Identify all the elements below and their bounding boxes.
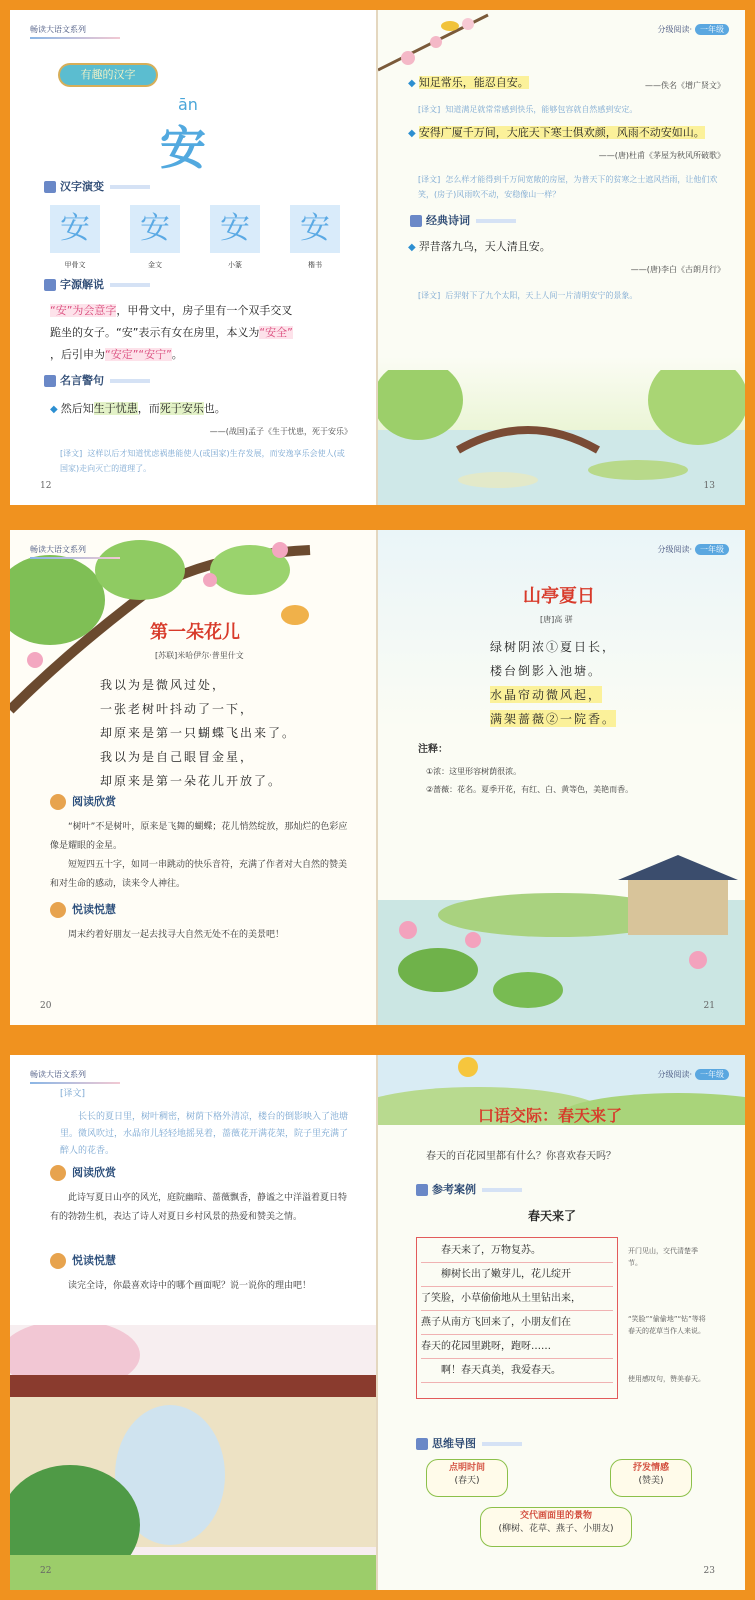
note-item: ①浓：这里形容树荫很浓。 (426, 767, 522, 776)
quote-text (50, 398, 350, 421)
page-number: 12 (40, 481, 52, 491)
evolution-caption: 楷书 (308, 261, 322, 269)
quote-2-source: ——(唐)杜甫《茅屋为秋风所破歌》 (598, 151, 725, 160)
mindmap-node-title: 点明时间 (448, 1463, 485, 1473)
page-13 (378, 10, 745, 505)
evolution-caption: 金文 (148, 261, 162, 269)
garden-wall-illustration (10, 1325, 376, 1590)
quote-2-text: 安得广厦千万间，大庇天下寒士俱欢颜，风雨不动安如山。 (418, 126, 705, 139)
evolution-glyph: 安 (50, 205, 100, 253)
wisdom-paragraph: 读完全诗，你最喜欢诗中的哪个画面呢？说一说你的理由吧！ (68, 1281, 312, 1291)
poem-author: [唐]高 骈 (540, 615, 573, 624)
origin-text-part: ，甲骨文中，房子里有一个双手交叉 (116, 304, 293, 317)
case-line: 了笑脸，小草偷偷地从土里钻出来， (421, 1288, 613, 1311)
reading-paragraph: 短短四五十字，如同一串跳动的快乐音符，充满了作者对大自然的赞美和对生命的感动，读来令人神往。 (50, 860, 348, 889)
grade-text: 分级阅读· (657, 1070, 692, 1079)
quote-highlight: 生于忧患 (93, 402, 138, 415)
case-line: 春天的花园里跳呀，跑呀…… (421, 1336, 613, 1359)
page-20 (10, 530, 376, 1025)
page-21 (378, 530, 745, 1025)
quote-1-text: 知足常乐，能忍自安。 (418, 76, 529, 89)
side-note: 开门见山，交代清楚季节。 (628, 1247, 698, 1267)
poem-translation (418, 288, 728, 303)
evolution-glyph: 安 (130, 205, 180, 253)
reading-paragraph: 此诗写夏日山亭的风光，庭院幽暗、蔷薇飘香，静谧之中洋溢着夏日特有的勃勃生机，表达了诗人对夏日乡村风景的热爱和赞美之情。 (50, 1193, 348, 1222)
page-number: 21 (703, 1001, 715, 1011)
grade-text: 分级阅读· (657, 25, 692, 34)
wisdom-paragraph: 周末约着好朋友一起去找寻大自然无处不在的美景吧！ (68, 930, 285, 940)
heading-origin: 字源解说 (44, 276, 150, 294)
heading-mindmap: 思维导图 (416, 1435, 522, 1453)
quote-2 (408, 122, 738, 145)
lesson-title: 口语交际：春天来了 (478, 1106, 623, 1125)
poem-title: 第一朵花儿 (150, 622, 240, 643)
side-note: “笑脸”“偷偷地”“钻”等将春天的花草当作人来说。 (628, 1315, 706, 1335)
mindmap-node-title: 抒发情感 (632, 1463, 669, 1473)
translation-text: 长长的夏日里，树叶稠密，树荫下格外清凉，楼台的倒影映入了池塘里。微风吹过，水晶帘儿轻轻地摇晃着，蔷薇花开满花架，院子里充满了醉人的花香。 (60, 1112, 349, 1156)
series-label: 畅读大语文系列 (30, 24, 120, 39)
translation-text: 怎么样才能得到千万间宽敞的房屋，为普天下的贫寒之士遮风挡雨，让他们欢笑，(房子)风雨吹不动，安稳像山一样？ (418, 175, 718, 199)
origin-text-part: 。 (171, 348, 183, 361)
grade-label (657, 1069, 729, 1080)
diamond-icon: ◆ (408, 128, 416, 139)
section-tag: 有趣的汉字 (60, 65, 156, 85)
case-line: 柳树长出了嫩芽儿，花儿绽开 (421, 1264, 613, 1287)
quote-part: ，而 (137, 402, 160, 415)
mindmap-node-feeling (610, 1459, 692, 1497)
page-number: 22 (40, 1566, 52, 1576)
note-item: ②蔷薇：花名。夏季开花，有红、白、黄等色，美艳而香。 (426, 785, 634, 794)
grade-badge: 一年级 (695, 1069, 729, 1080)
grade-text: 分级阅读· (657, 545, 692, 554)
origin-text-part: ，后引申为 (50, 348, 105, 361)
grade-label (657, 544, 729, 555)
evolution-glyph: 安 (210, 205, 260, 253)
quote-1 (408, 72, 529, 95)
heading-poem: 经典诗词 (410, 212, 516, 230)
diamond-icon: ◆ (50, 404, 58, 415)
notes-label: 注释： (418, 744, 448, 755)
poem-title: 山亭夏日 (523, 586, 595, 607)
origin-highlight: “安”为会意字 (50, 304, 117, 317)
poem-source: ——(唐)李白《古朗月行》 (630, 265, 725, 274)
heading-quote: 名言警句 (44, 372, 150, 390)
quote-1-translation (418, 102, 728, 117)
translation-label: [译文] (60, 1089, 86, 1099)
pavilion-lotus-illustration (378, 820, 745, 1025)
page-23 (378, 1055, 745, 1590)
poem-quote (408, 236, 551, 259)
page-number: 20 (40, 1001, 52, 1011)
quote-part: 也。 (203, 402, 226, 415)
mindmap-node-sub: (柳树、花草、燕子、小朋友) (498, 1524, 614, 1534)
origin-text-part: 跪坐的女子。“安”表示有女在房里，本义为 (50, 326, 260, 339)
translation-text: 这样以后才知道忧虑祸患能使人(或国家)生存发展，而安逸享乐会使人(或国家)走向灭亡的道理了。 (60, 449, 345, 473)
char-pinyin: ān (178, 95, 198, 114)
lesson-question: 春天的百花园里都有什么？你喜欢春天吗？ (426, 1151, 616, 1162)
diamond-icon: ◆ (408, 78, 416, 89)
mindmap-node-title: 交代画面里的景物 (519, 1511, 592, 1521)
grade-label (657, 24, 729, 35)
poem-line: 却原来是第一朵花儿开放了。 (100, 774, 283, 788)
mindmap-node-time (426, 1459, 508, 1497)
quote-source: ——(战国)孟子《生于忧患，死于安乐》 (209, 427, 352, 436)
evolution-caption: 甲骨文 (64, 261, 86, 269)
case-text-box (416, 1237, 618, 1399)
poem-line: 我以为是微风过处， (100, 678, 227, 692)
origin-highlight: “安定”“安宁” (105, 348, 172, 361)
mindmap-node-sub: (赞美) (638, 1476, 664, 1486)
poem-text: 羿昔落九乌，天人清且安。 (418, 240, 551, 253)
page-12 (10, 10, 376, 505)
translation-text: 后羿射下了九个太阳，天上人间一片清明安宁的景象。 (445, 291, 638, 300)
translation-label: [译文] (418, 105, 441, 114)
quote-highlight: 死于安乐 (159, 402, 204, 415)
mindmap-node-sub: (春天) (454, 1476, 480, 1486)
poem-line: 一张老树叶抖动了一下， (100, 702, 255, 716)
diamond-icon: ◆ (408, 242, 416, 253)
translation-label: [译文] (418, 291, 441, 300)
heading-wisdom: 悦读悦慧 (50, 900, 116, 920)
poem-author: [苏联]米哈伊尔·普里什文 (155, 651, 244, 660)
case-line: 啊！春天真美，我爱春天。 (421, 1360, 613, 1383)
translation-label: [译文] (418, 175, 441, 184)
quote-1-source: ——佚名《增广贤文》 (645, 81, 725, 90)
page-22 (10, 1055, 376, 1590)
heading-case: 参考案例 (416, 1181, 522, 1199)
bridge-landscape-illustration (378, 370, 745, 505)
case-line: 燕子从南方飞回来了，小朋友们在 (421, 1312, 613, 1335)
case-title: 春天来了 (528, 1209, 577, 1223)
origin-highlight: “安全” (259, 326, 293, 339)
reading-paragraph: “树叶”不是树叶，原来是飞舞的蝴蝶；花儿悄然绽放，那灿烂的色彩应像是耀眼的金星。 (50, 822, 348, 851)
series-label: 畅读大语文系列 (30, 1069, 120, 1084)
poem-line: 我以为是自己眼冒金星， (100, 750, 255, 764)
quote-part: 然后知 (60, 402, 94, 415)
heading-wisdom: 悦读悦慧 (50, 1251, 116, 1271)
case-line: 春天来了，万物复苏。 (421, 1240, 613, 1263)
heading-evolution: 汉字演变 (44, 178, 150, 196)
page-number: 13 (703, 481, 715, 491)
spread-3 (10, 1055, 745, 1590)
translation (60, 446, 352, 476)
grade-badge: 一年级 (695, 24, 729, 35)
heading-reading: 阅读欣赏 (50, 792, 116, 812)
featured-char: 安 (160, 121, 206, 175)
quote-2-translation (418, 172, 728, 202)
side-note: 使用感叹句，赞美春天。 (628, 1375, 705, 1383)
translation-text: 知道满足就常常感到快乐，能够包容就自然感到安定。 (445, 105, 638, 114)
mindmap-node-scene (480, 1507, 632, 1547)
series-label: 畅读大语文系列 (30, 544, 120, 559)
poem-line: 满架蔷薇②一院香。 (490, 712, 617, 726)
page-number: 23 (703, 1566, 715, 1576)
spread-2 (10, 530, 745, 1025)
poem-line: 水晶帘动微风起， (490, 688, 603, 702)
origin-text (50, 300, 350, 366)
heading-reading: 阅读欣赏 (50, 1163, 116, 1183)
poem-line: 楼台倒影入池塘。 (490, 664, 603, 678)
poem-line: 却原来是第一只蝴蝶飞出来了。 (100, 726, 297, 740)
grade-badge: 一年级 (695, 544, 729, 555)
spread-1 (10, 10, 745, 505)
evolution-caption: 小篆 (228, 261, 242, 269)
translation-label: [译文] (60, 449, 83, 458)
poem-line: 绿树阴浓①夏日长， (490, 640, 617, 654)
evolution-glyph: 安 (290, 205, 340, 253)
